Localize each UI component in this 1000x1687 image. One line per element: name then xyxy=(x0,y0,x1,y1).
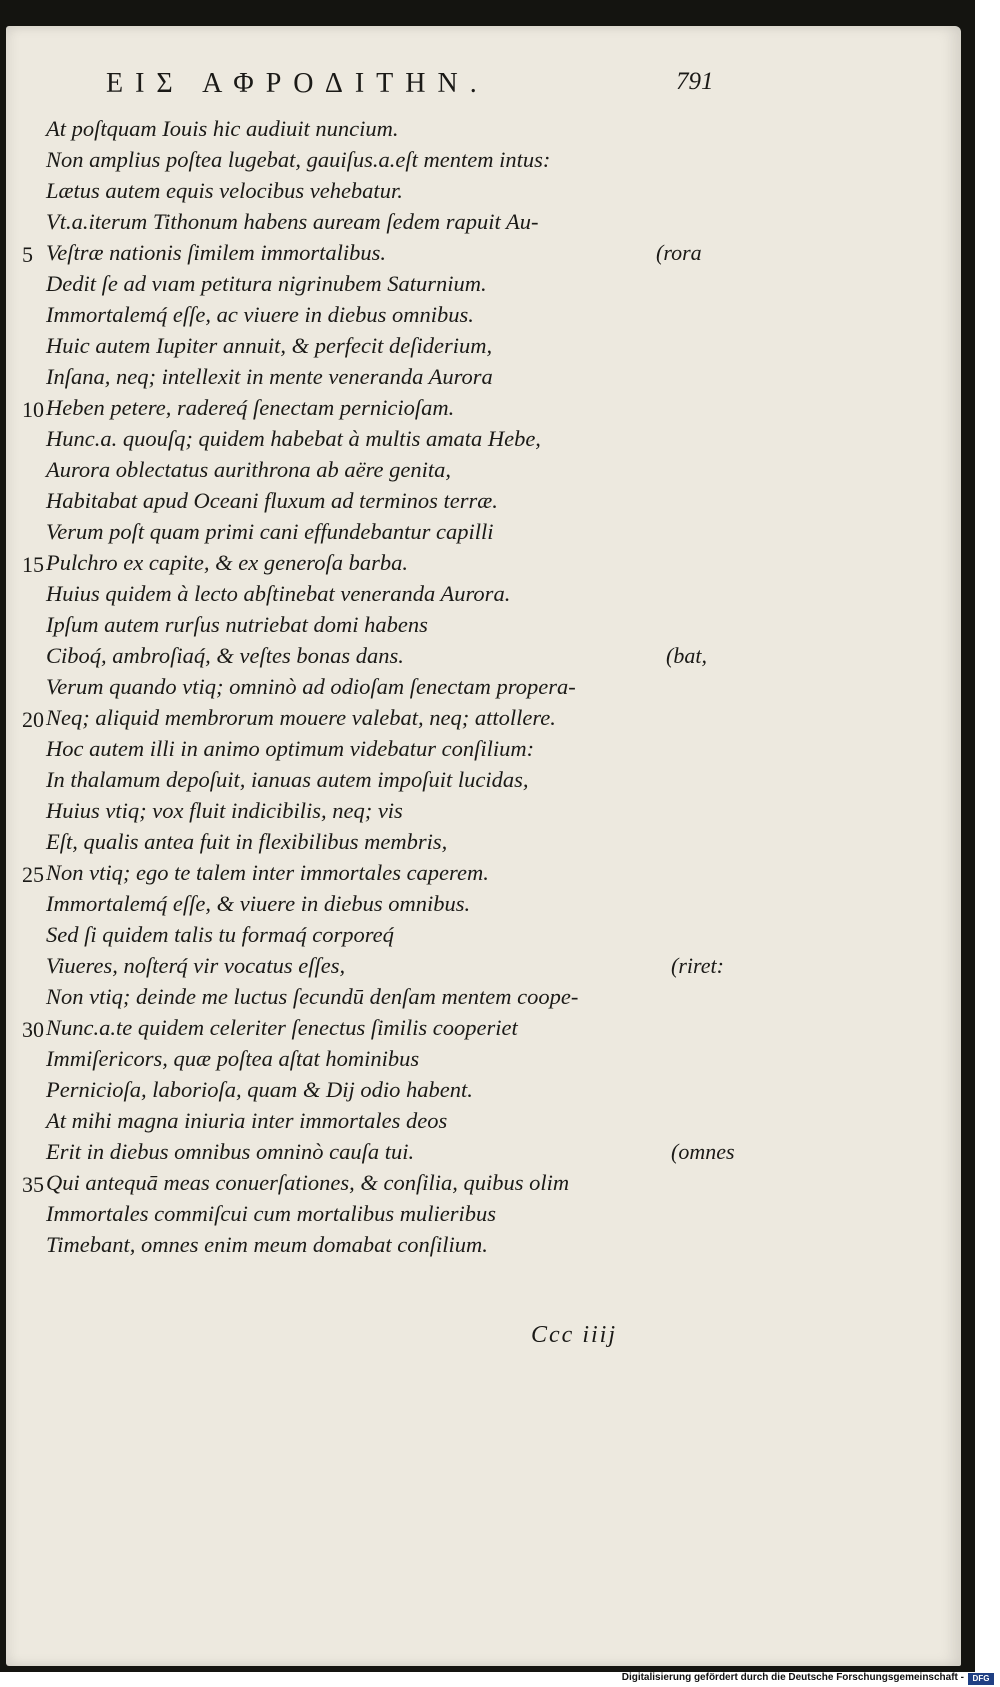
verse-line xyxy=(6,829,961,860)
line-text: In thalamum depoſuit, ianuas autem impoſuit lucidas, xyxy=(46,767,529,792)
verse-line xyxy=(6,922,961,953)
line-number: 30 xyxy=(22,1017,44,1042)
verse-line xyxy=(6,736,961,767)
line-text: At mihi magna iniuria inter immortales deos xyxy=(46,1108,448,1133)
line-text: Veſtræ nationis ſimilem immortalibus. xyxy=(46,240,387,265)
dfg-logo-icon: DFG xyxy=(968,1673,994,1685)
line-text: Inſana, neq; intellexit in mente veneranda Aurora xyxy=(46,364,493,389)
margin-note: (omnes xyxy=(671,1139,735,1164)
verse-line xyxy=(6,240,961,271)
verse-line xyxy=(6,612,961,643)
verse-line xyxy=(6,643,961,674)
line-text: Verum poſt quam primi cani effundebantur capilli xyxy=(46,519,494,544)
verse-line xyxy=(6,984,961,1015)
margin-note: (riret: xyxy=(671,953,724,978)
footer-credit: Digitalisierung gefördert durch die Deutsche Forschungsgemeinschaft - xyxy=(621,1672,964,1683)
line-text: Verum quando vtiq; omninò ad odioſam ſenectam propera- xyxy=(46,674,576,699)
line-text: Habitabat apud Oceani fluxum ad terminos terræ. xyxy=(46,488,498,513)
line-number: 20 xyxy=(22,707,44,732)
line-text: Eſt, qualis antea fuit in flexibilibus membris, xyxy=(46,829,448,854)
verse-line xyxy=(6,488,961,519)
verse-line xyxy=(6,860,961,891)
verse-line xyxy=(6,364,961,395)
line-text: Ciboq́, ambroſiaq́, & veſtes bonas dans. xyxy=(46,643,404,668)
verse-line xyxy=(6,1170,961,1201)
line-text: Heben petere, radereq́ ſenectam pernicioſam. xyxy=(46,395,455,420)
line-text: Timebant, omnes enim meum domabat conſilium. xyxy=(46,1232,488,1257)
line-text: Lætus autem equis velocibus vehebatur. xyxy=(46,178,403,203)
verse-line xyxy=(6,674,961,705)
line-text: Dedit ſe ad vıam petitura nigrinubem Saturnium. xyxy=(46,271,487,296)
line-text: Sed ſi quidem talis tu formaq́ corporeq́ xyxy=(46,922,394,947)
signature-mark: Ccc iiij xyxy=(531,1322,617,1348)
verse-line xyxy=(6,1077,961,1108)
running-title: ΕΙΣ ΑΦΡΟΔΙΤΗΝ. xyxy=(106,68,489,99)
page-number: 791 xyxy=(676,68,714,95)
verse-line xyxy=(6,209,961,240)
book-page xyxy=(6,26,961,1666)
verse-line xyxy=(6,1139,961,1170)
verse-line xyxy=(6,798,961,829)
line-text: At poſtquam Iouis hic audiuit nuncium. xyxy=(46,116,399,141)
line-number: 15 xyxy=(22,552,44,577)
verse-line xyxy=(6,550,961,581)
line-text: Non vtiq; deinde me luctus ſecundū denſam mentem coope- xyxy=(46,984,579,1009)
line-number: 25 xyxy=(22,862,44,887)
line-text: Huius vtiq; vox fluit indicibilis, neq; vis xyxy=(46,798,403,823)
verse-line xyxy=(6,178,961,209)
line-text: Immortalemq́ eſſe, & viuere in diebus omnibus. xyxy=(46,891,471,916)
verse-line xyxy=(6,147,961,178)
verse-line xyxy=(6,1201,961,1232)
line-text: Qui antequā meas conuerſationes, & conſilia, quibus olim xyxy=(46,1170,570,1195)
line-text: Ipſum autem rurſus nutriebat domi habens xyxy=(46,612,428,637)
verse-line xyxy=(6,581,961,612)
verse-line xyxy=(6,519,961,550)
line-text: Nunc.a.te quidem celeriter ſenectus ſimilis cooperiet xyxy=(46,1015,518,1040)
line-text: Neq; aliquid membrorum mouere valebat, neq; attollere. xyxy=(46,705,556,730)
line-text: Erit in diebus omnibus omninò cauſa tui. xyxy=(46,1139,415,1164)
line-text: Non vtiq; ego te talem inter immortales caperem. xyxy=(46,860,489,885)
verse-line xyxy=(6,1108,961,1139)
line-text: Immiſericors, quæ poſtea aſtat hominibus xyxy=(46,1046,420,1071)
line-text: Immortalemq́ eſſe, ac viuere in diebus omnibus. xyxy=(46,302,474,327)
line-text: Viueres, noſterq́ vir vocatus eſſes, xyxy=(46,953,346,978)
line-text: Pulchro ex capite, & ex generoſa barba. xyxy=(46,550,408,575)
verse-line xyxy=(6,767,961,798)
text-block xyxy=(6,26,961,1666)
line-text: Pernicioſa, laborioſa, quam & Dij odio habent. xyxy=(46,1077,473,1102)
line-text: Hunc.a. quouſq; quidem habebat à multis amata Hebe, xyxy=(46,426,541,451)
margin-note: (rora xyxy=(656,240,702,265)
verse-line xyxy=(6,333,961,364)
verse-line xyxy=(6,891,961,922)
line-number: 10 xyxy=(22,397,44,422)
line-text: Huic autem Iupiter annuit, & perfecit deſiderium, xyxy=(46,333,493,358)
line-number: 5 xyxy=(22,242,33,267)
line-text: Immortales commiſcui cum mortalibus mulieribus xyxy=(46,1201,496,1226)
verse-line xyxy=(6,1015,961,1046)
verse-line xyxy=(6,705,961,736)
line-text: Aurora oblectatus aurithrona ab aëre genita, xyxy=(46,457,451,482)
line-text: Non amplius poſtea lugebat, gauiſus.a.eſt mentem intus: xyxy=(46,147,551,172)
verse-line xyxy=(6,457,961,488)
verse-line xyxy=(6,953,961,984)
verse-line xyxy=(6,271,961,302)
verse-line xyxy=(6,1232,961,1263)
line-text: Huius quidem à lecto abſtinebat veneranda Aurora. xyxy=(46,581,511,606)
verse-line xyxy=(6,1046,961,1077)
line-number: 35 xyxy=(22,1172,44,1197)
margin-note: (bat, xyxy=(666,643,707,668)
line-text: Hoc autem illi in animo optimum videbatur conſilium: xyxy=(46,736,535,761)
verse-line xyxy=(6,302,961,333)
verse-line xyxy=(6,116,961,147)
line-text: Vt.a.iterum Tithonum habens auream ſedem rapuit Au- xyxy=(46,209,539,234)
verse-line xyxy=(6,395,961,426)
footer-bar xyxy=(0,1672,1000,1687)
verse-line xyxy=(6,426,961,457)
